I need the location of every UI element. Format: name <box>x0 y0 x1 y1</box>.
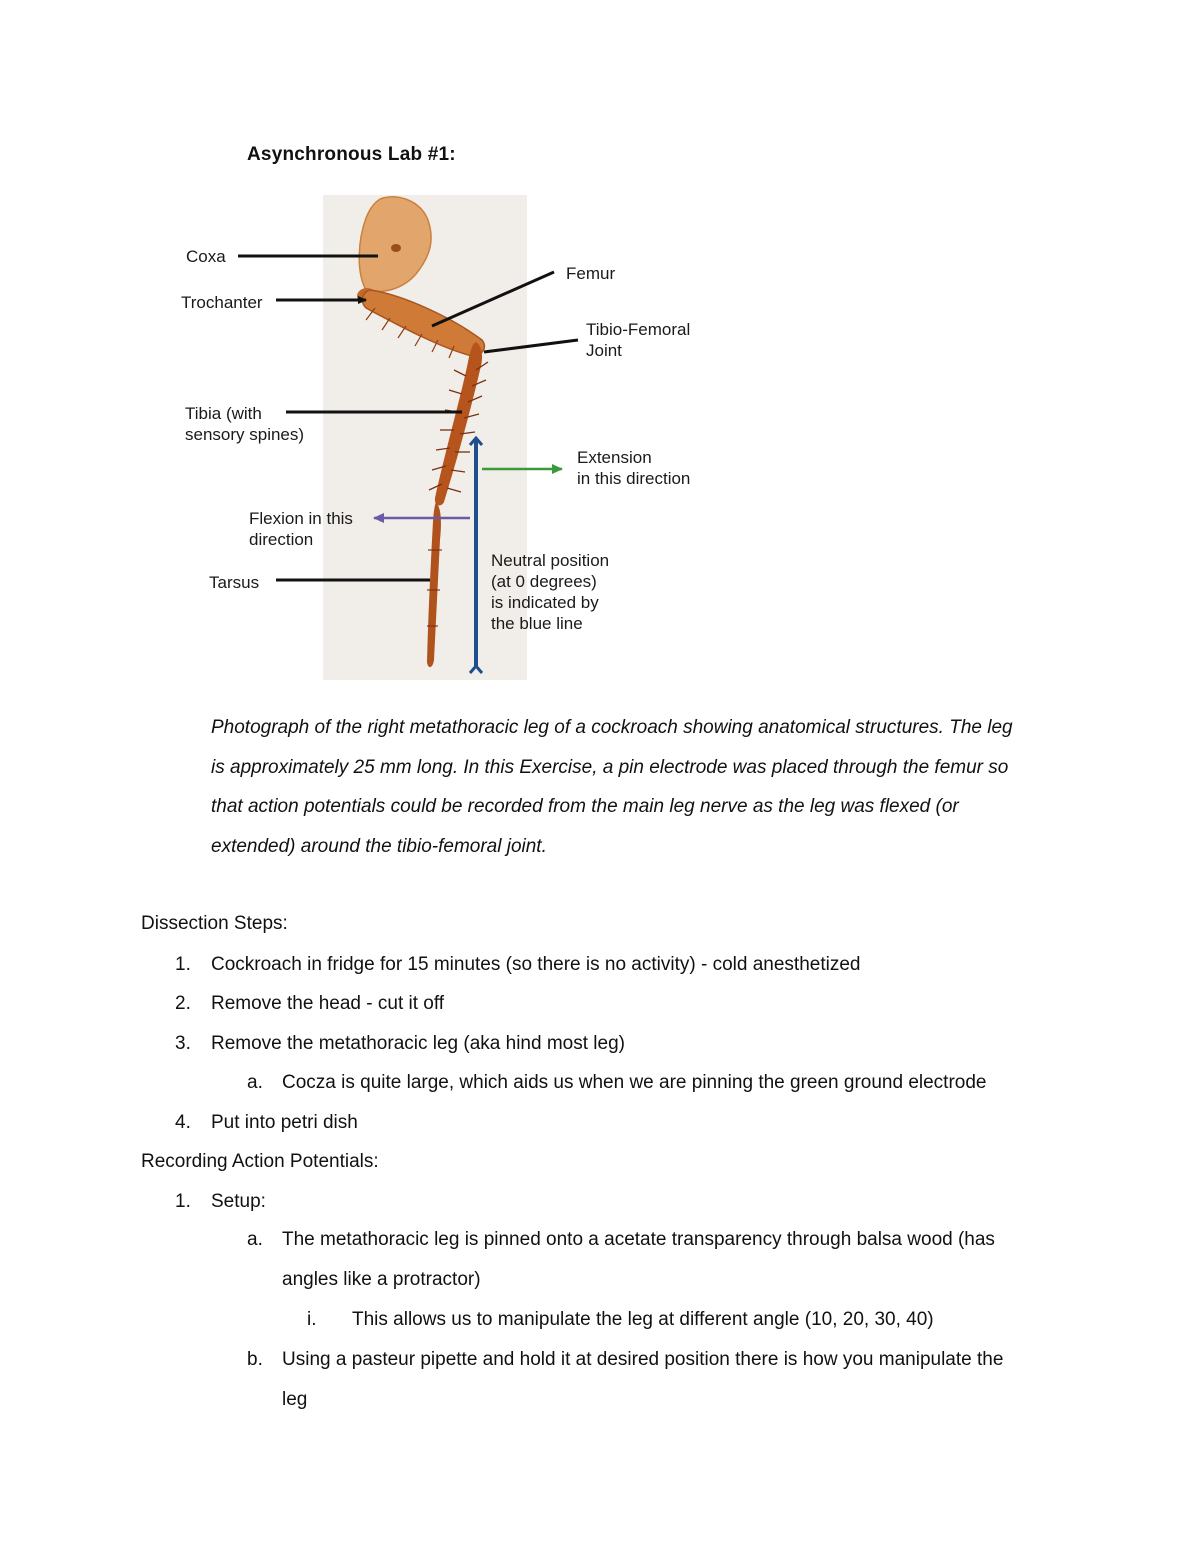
leg-diagram <box>170 190 730 685</box>
list-number: a. <box>247 1229 263 1250</box>
list-item-continuation <box>247 1380 1107 1420</box>
caption-line: extended) around the tibio-femoral joint. <box>211 835 547 857</box>
recording-heading: Recording Action Potentials: <box>141 1151 379 1172</box>
label-tibia-1: Tibia (with <box>185 404 262 423</box>
list-item <box>247 1340 1107 1380</box>
page-title: Asynchronous Lab #1: <box>247 144 456 165</box>
list-text: Cockroach in fridge for 15 minutes (so there is no activity) - cold anesthetized <box>211 954 861 975</box>
label-neutral-3: is indicated by <box>491 593 599 612</box>
list-item <box>175 1024 1075 1064</box>
list-item <box>175 945 1075 985</box>
label-extension-2: in this direction <box>577 469 691 488</box>
label-tarsus: Tarsus <box>209 573 260 592</box>
label-neutral-4: the blue line <box>491 614 583 633</box>
caption-line: is approximately 25 mm long. In this Exercise, a pin electrode was placed through the femur so <box>211 756 1009 778</box>
label-flexion-1: Flexion in this <box>249 509 353 528</box>
coxa-spot <box>391 244 401 252</box>
list-item <box>175 984 1075 1024</box>
label-trochanter: Trochanter <box>181 293 263 312</box>
list-item <box>307 1300 1107 1340</box>
label-coxa: Coxa <box>186 247 226 266</box>
list-item <box>247 1220 1107 1260</box>
list-number: 3. <box>175 1033 191 1054</box>
list-number: b. <box>247 1349 263 1370</box>
list-text: Using a pasteur pipette and hold it at desired position there is how you manipulate the <box>282 1349 1004 1370</box>
list-item-continuation <box>247 1260 1107 1300</box>
list-item <box>175 1103 1075 1143</box>
list-item <box>247 1063 1147 1103</box>
list-text: This allows us to manipulate the leg at different angle (10, 20, 30, 40) <box>352 1309 934 1330</box>
caption-line: that action potentials could be recorded from the main leg nerve as the leg was flexed (or <box>211 796 959 817</box>
label-femur: Femur <box>566 264 616 283</box>
figure-caption <box>211 708 1061 866</box>
list-text: Remove the metathoracic leg (aka hind most leg) <box>211 1033 625 1054</box>
list-number: 4. <box>175 1112 191 1133</box>
list-number: a. <box>247 1072 263 1093</box>
caption-line: Photograph of the right metathoracic leg of a cockroach showing anatomical structures. The leg <box>211 717 1013 738</box>
label-tibio-femoral-2: Joint <box>586 341 622 360</box>
list-number: 1. <box>175 954 191 975</box>
dissection-heading: Dissection Steps: <box>141 913 288 934</box>
label-flexion-2: direction <box>249 530 314 549</box>
list-text: leg <box>282 1389 308 1410</box>
list-text: Put into petri dish <box>211 1112 358 1133</box>
list-number: i. <box>307 1309 317 1330</box>
list-text: Cocza is quite large, which aids us when we are pinning the green ground electrode <box>282 1072 987 1093</box>
list-text: Remove the head - cut it off <box>211 993 445 1014</box>
list-number: 1. <box>175 1191 191 1212</box>
label-tibia-2: sensory spines) <box>185 425 305 444</box>
label-neutral-1: Neutral position <box>491 551 610 570</box>
label-tibio-femoral-1: Tibio-Femoral <box>586 320 691 339</box>
list-item <box>175 1182 1075 1222</box>
list-number: 2. <box>175 993 191 1014</box>
leg-figure <box>170 190 730 685</box>
list-text: Setup: <box>211 1191 266 1212</box>
list-text: The metathoracic leg is pinned onto a acetate transparency through balsa wood (has <box>282 1229 995 1250</box>
label-extension-1: Extension <box>577 448 652 467</box>
label-neutral-2: (at 0 degrees) <box>491 572 597 591</box>
list-text: angles like a protractor) <box>282 1269 481 1290</box>
